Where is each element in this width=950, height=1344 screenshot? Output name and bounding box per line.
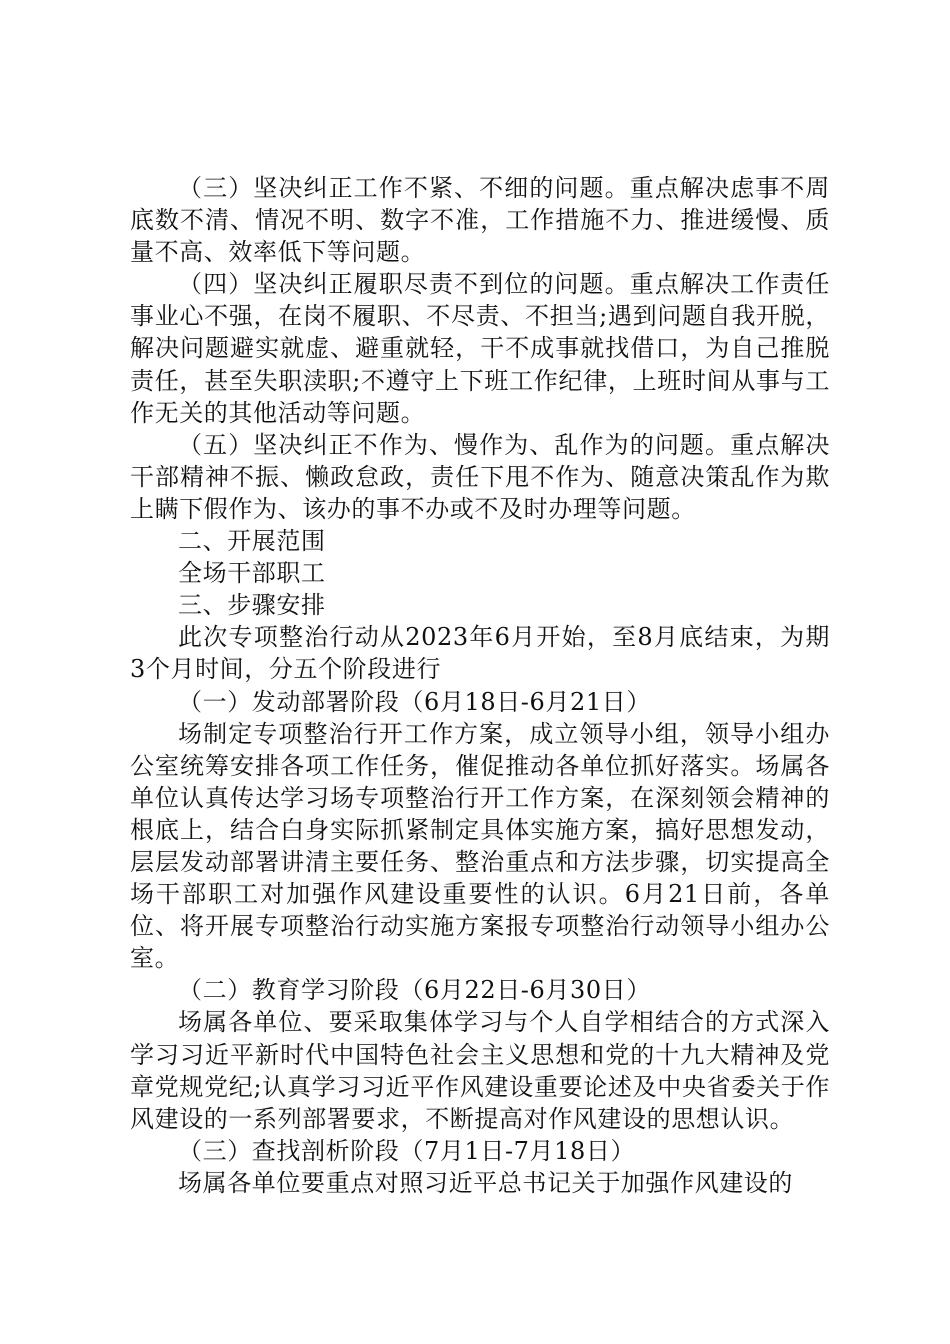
- document-body: [130, 172, 830, 1199]
- steps-intro: 此次专项整治行动从2023年6月开始，至8月底结束，为期3个月时间，分五个阶段进行: [130, 623, 830, 684]
- phase-text-2: 场属各单位、要采取集体学习与个人自学相结合的方式深入学习习近平新时代中国特色社会主义思想和党的十九大精神及党章党规党纪;认真学习习近平作风建设重要论述及中央省委关于作风建设的一系列部署要求，不断提高对作风建设的思想认识。: [130, 1008, 830, 1133]
- phase-heading-2: （二）教育学习阶段（6月22日-6月30日）: [178, 976, 651, 1005]
- paragraph-item-3: （三）坚决纠正工作不紧、不细的问题。重点解决虑事不周底数不清、情况不明、数字不准，工作措施不力、推进缓慢、质量不高、效率低下等问题。: [130, 174, 830, 267]
- phase-text-1: 场制定专项整治行开工作方案，成立领导小组，领导小组办公室统筹安排各项工作任务，催促推动各单位抓好落实。场属各单位认真传达学习场专项整治行开工作方案，在深刻领会精神的根底上，结合白身实际抓紧制定具体实施方案，搞好思想发动，层层发动部署讲清主要任务、整治重点和方法步骤，切实提高全场干部职工对加强作风建设重要性的认识。6月21日前，各单位、将开展专项整治行动实施方案报专项整治行动领导小组办公室。: [130, 719, 830, 973]
- paragraph-item-5: （五）坚决纠正不作为、慢作为、乱作为的问题。重点解决干部精神不振、懒政怠政，责任下甩不作为、随意决策乱作为欺上瞒下假作为、该办的事不办或不及时办理等问题。: [130, 430, 830, 523]
- section-heading-steps: 三、步骤安排: [178, 591, 326, 620]
- paragraph-item-4: （四）坚决纠正履职尽责不到位的问题。重点解决工作责任事业心不强，在岗不履职、不尽责、不担当;遇到问题自我开脱，解决问题避实就虚、避重就轻，干不成事就找借口，为自己推脱责任，甚至失职渎职;不遵守上下班工作纪律，上班时间从事与工作无关的其他活动等问题。: [130, 270, 830, 427]
- section-heading-scope: 二、开展范围: [178, 527, 326, 556]
- phase-heading-1: （一）发动部署阶段（6月18日-6月21日）: [178, 687, 651, 716]
- phase-heading-3: （三）查找剖析阶段（7月1日-7月18日）: [178, 1136, 636, 1165]
- phase-text-3: 场属各单位要重点对照习近平总书记关于加强作风建设的: [178, 1168, 793, 1197]
- scope-text: 全场干部职工: [178, 559, 326, 588]
